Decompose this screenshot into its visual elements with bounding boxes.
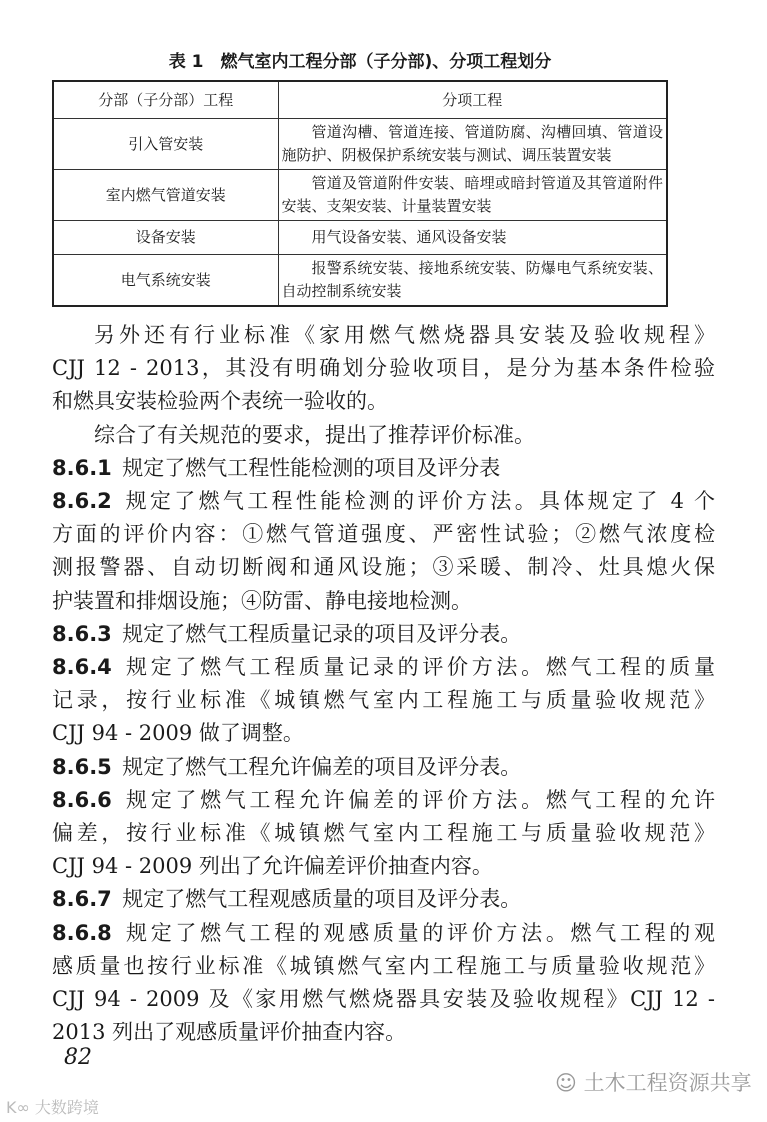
text-line: 和燃具安装检验两个表统一验收的。: [52, 389, 388, 414]
clause-8-6-6: 8.6.6 规定了燃气工程允许偏差的评价方法。燃气工程的允许: [52, 787, 715, 812]
text-line: 测报警器、自动切断阀和通风设施；③采暖、制冷、灶具熄火保: [52, 555, 715, 580]
body-text: [52, 319, 715, 1049]
clause-8-6-1: 8.6.1 规定了燃气工程性能检测的项目及评分表: [52, 455, 501, 480]
cell-part: 电气系统安装: [53, 255, 278, 307]
text-line: 综合了有关规范的要求，提出了推荐评价标准。: [94, 422, 535, 447]
page-number: 82: [64, 1045, 92, 1070]
text-line: CJJ 94 - 2009 及《家用燃气燃烧器具安装及验收规程》CJJ 12 -: [52, 987, 715, 1012]
table-row: [53, 119, 667, 170]
table-row: [53, 170, 667, 221]
text-line: 护装置和排烟设施；④防雷、静电接地检测。: [52, 588, 472, 613]
table-header-row: [53, 81, 667, 119]
table-row: [53, 221, 667, 255]
cell-items: 管道沟槽、管道连接、管道防腐、沟槽回填、管道设施防护、阴极保护系统安装与测试、调压装置安装: [278, 119, 667, 170]
cell-items: 管道及管道附件安装、暗埋或暗封管道及其管道附件安装、支架安装、计量装置安装: [278, 170, 667, 221]
table-row: [53, 255, 667, 307]
clause-8-6-5: 8.6.5 规定了燃气工程允许偏差的项目及评分表。: [52, 754, 522, 779]
text-line: 记录，按行业标准《城镇燃气室内工程施工与质量验收规范》: [52, 688, 715, 713]
clause-8-6-3: 8.6.3 规定了燃气工程质量记录的项目及评分表。: [52, 621, 522, 646]
text-line: 偏差，按行业标准《城镇燃气室内工程施工与质量验收规范》: [52, 821, 715, 846]
watermark-left: K∞ 大数跨境: [6, 1098, 99, 1117]
table-title: 表 1 燃气室内工程分部（子分部)、分项工程划分: [168, 52, 552, 72]
text-line: CJJ 94 - 2009 列出了允许偏差评价抽查内容。: [52, 854, 493, 879]
cell-part: 室内燃气管道安装: [53, 170, 278, 221]
cell-part: 引入管安装: [53, 119, 278, 170]
text-line: CJJ 94 - 2009 做了调整。: [52, 721, 304, 746]
cell-items: 报警系统安装、接地系统安装、防爆电气系统安装、自动控制系统安装: [278, 255, 667, 307]
text-line: 感质量也按行业标准《城镇燃气室内工程施工与质量验收规范》: [52, 953, 715, 978]
clause-8-6-8: 8.6.8 规定了燃气工程的观感质量的评价方法。燃气工程的观: [52, 920, 715, 945]
header-part: 分部（子分部）工程: [53, 81, 278, 119]
cell-part: 设备安装: [53, 221, 278, 255]
watermark-right: ☺ 土木工程资源共享: [555, 1071, 752, 1095]
text-line: 另外还有行业标准《家用燃气燃烧器具安装及验收规程》: [94, 323, 715, 347]
text-line: 2013 列出了观感质量评价抽查内容。: [52, 1020, 407, 1045]
clause-8-6-4: 8.6.4 规定了燃气工程质量记录的评价方法。燃气工程的质量: [52, 655, 715, 680]
logo-icon: K∞: [6, 1098, 35, 1117]
division-table: [52, 80, 668, 307]
cell-items: 用气设备安装、通风设备安装: [278, 221, 667, 255]
wechat-icon: ☺: [555, 1071, 584, 1095]
clause-8-6-7: 8.6.7 规定了燃气工程观感质量的项目及评分表。: [52, 887, 522, 912]
header-items: 分项工程: [278, 81, 667, 119]
text-line: CJJ 12 - 2013，其没有明确划分验收项目，是分为基本条件检验: [52, 356, 715, 381]
clause-8-6-2: 8.6.2 规定了燃气工程性能检测的评价方法。具体规定了 4 个: [52, 489, 715, 514]
text-line: 方面的评价内容：①燃气管道强度、严密性试验；②燃气浓度检: [52, 522, 715, 547]
